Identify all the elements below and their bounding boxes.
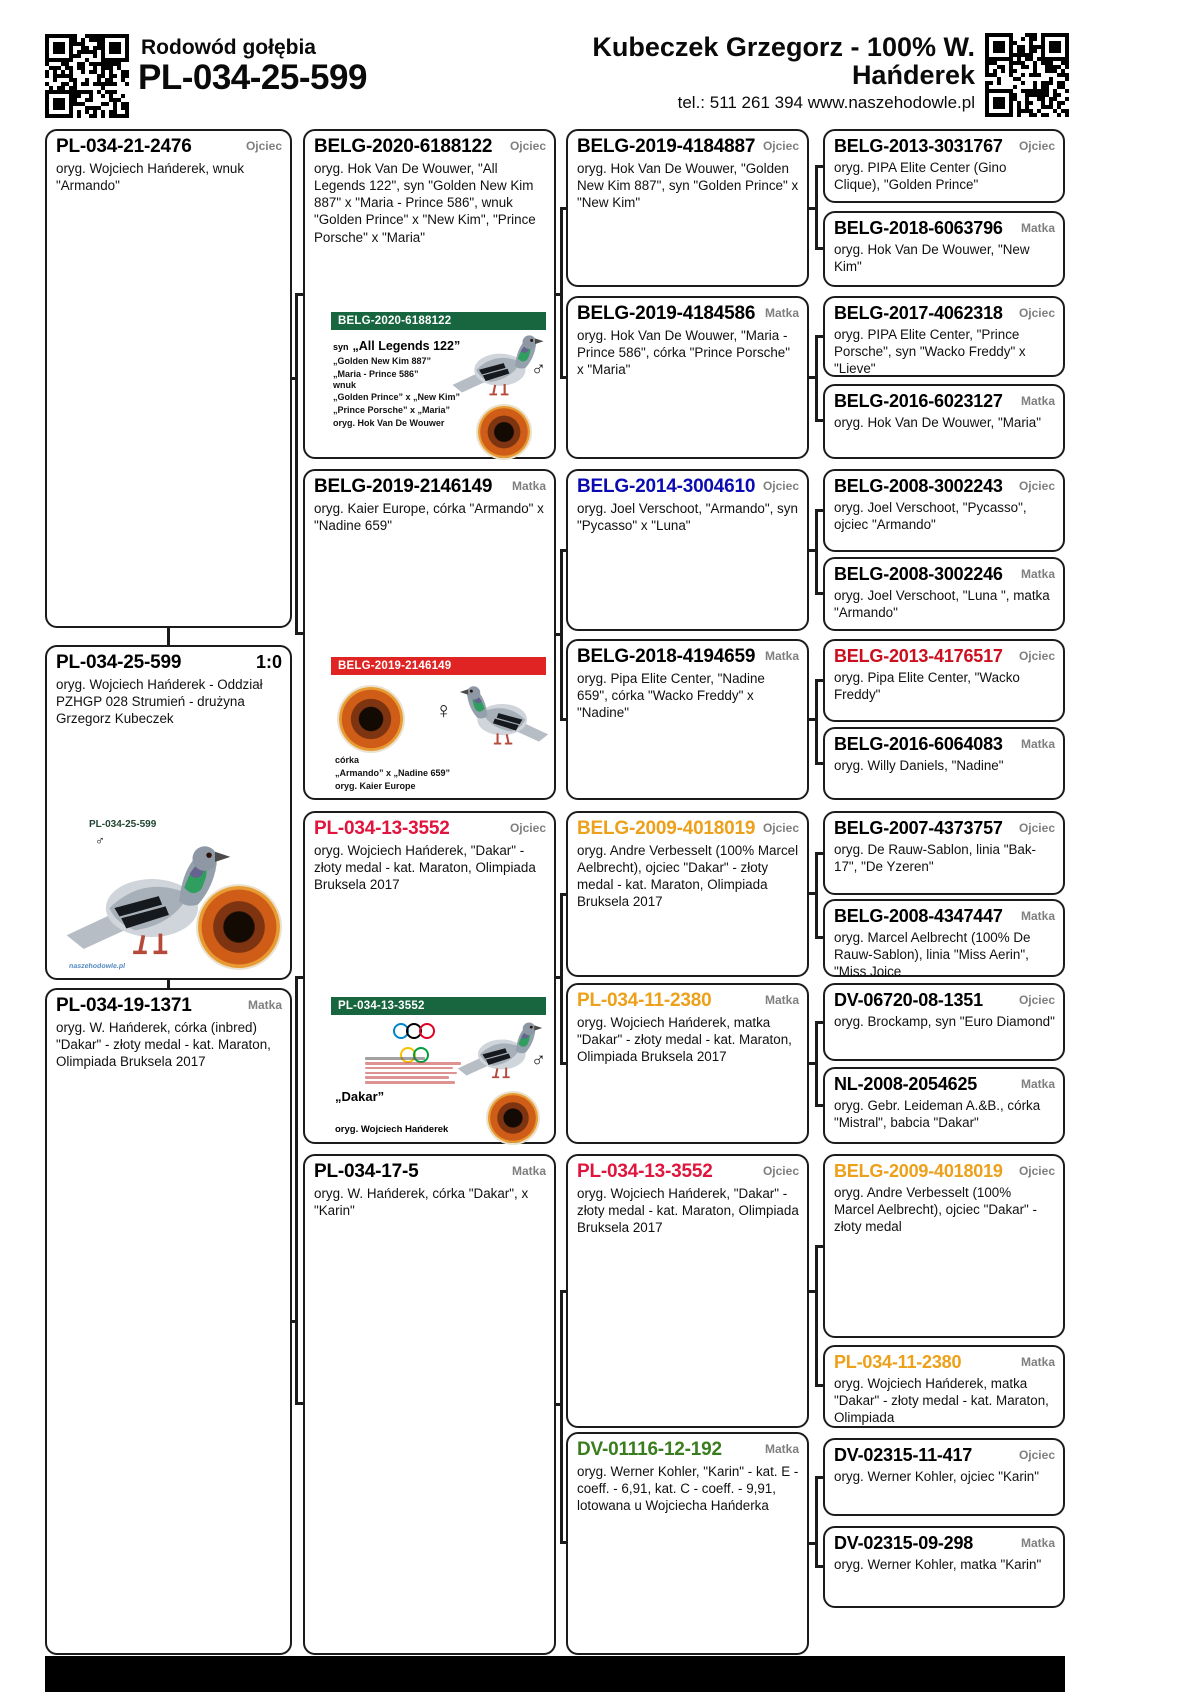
- card-pigeon-name: „Dakar”: [335, 1089, 385, 1104]
- ring-number: NL-2008-2054625: [834, 1074, 978, 1094]
- connector-line: [560, 207, 567, 210]
- ring-number: BELG-2019-4184586: [577, 303, 756, 324]
- connector-line: [295, 293, 304, 296]
- male-symbol-icon: ♂: [531, 1049, 546, 1071]
- box-fmf: [566, 469, 809, 631]
- card-text: [335, 754, 450, 793]
- card-line: córka: [335, 754, 360, 765]
- parent-tag: Ojciec: [245, 139, 282, 153]
- parent-tag: Matka: [764, 1442, 799, 1456]
- score-badge: 1:0: [255, 652, 282, 672]
- ring-number: BELG-2014-3004610: [577, 476, 756, 497]
- parent-tag: Matka: [1020, 1355, 1055, 1369]
- document-title: Rodowód gołębia: [141, 36, 316, 59]
- parent-tag: Ojciec: [1018, 993, 1055, 1007]
- parent-tag: Ojciec: [1018, 1164, 1055, 1178]
- pigeon-description: oryg. Hok Van De Wouwer, "New Kim": [834, 242, 1030, 275]
- pigeon-eye-photo: [339, 687, 403, 751]
- parent-tag: Matka: [1020, 1536, 1055, 1550]
- parent-tag: Ojciec: [1018, 306, 1055, 320]
- ring-number: BELG-2009-4018019: [834, 1161, 1003, 1181]
- connector-line: [560, 893, 567, 896]
- pigeon-description: oryg. Hok Van De Wouwer, "Golden New Kim 887", syn "Golden Prince" x "New Kim": [577, 161, 799, 211]
- pigeon-description: oryg. Wojciech Hańderek, matka "Dakar" - złoty medal - kat. Maraton, Olimpiada: [834, 1376, 1049, 1426]
- parent-tag: Ojciec: [509, 139, 546, 153]
- box-gg9: [823, 811, 1065, 895]
- ring-number: PL-034-11-2380: [834, 1352, 962, 1372]
- ring-number: BELG-2008-3002243: [834, 476, 1003, 496]
- pigeon-description: oryg. Wojciech Hańderek, matka "Dakar" - złoty medal - kat. Maraton, Olimpiada Bruksela 2017: [577, 1015, 792, 1065]
- parent-tag: Matka: [764, 306, 799, 320]
- pigeon-description: oryg. Hok Van De Wouwer, "Maria": [834, 415, 1041, 430]
- ring-number: BELG-2008-3002246: [834, 564, 1003, 584]
- male-symbol-icon: ♂: [531, 358, 546, 380]
- box-ffm: [566, 296, 809, 459]
- parent-tag: Matka: [511, 479, 546, 493]
- connector-line: [815, 762, 824, 765]
- pigeon-description: oryg. Marcel Aelbrecht (100% De Rauw-Sablon), linia "Miss Aerin", "Miss Joice: [834, 930, 1031, 980]
- connector-line: [560, 894, 563, 1064]
- connector-line: [295, 294, 298, 634]
- connector-line: [560, 1291, 563, 1543]
- connector-line: [295, 977, 298, 1404]
- connector-line: [808, 549, 817, 552]
- connector-line: [815, 1104, 824, 1107]
- connector-line: [290, 1320, 297, 1323]
- ring-number: BELG-2019-4184887: [577, 136, 756, 157]
- breeder-name-line2: Hańderek: [851, 60, 975, 91]
- connector-line: [808, 892, 817, 895]
- box-mmf: [566, 1154, 809, 1428]
- connector-line: [808, 718, 817, 721]
- card-credit: oryg. Wojciech Hańderek: [335, 1124, 449, 1135]
- pigeon-description: oryg. Willy Daniels, "Nadine": [834, 758, 1004, 773]
- parent-tag: Ojciec: [1018, 1448, 1055, 1462]
- pigeon-description: oryg. Wojciech Hańderek - Oddział PZHGP 028 Strumień - drużyna Grzegorz Kubeczek: [56, 677, 263, 727]
- connector-line: [815, 853, 818, 938]
- connector-line: [815, 335, 824, 338]
- box-fm: [303, 469, 556, 800]
- box-gg4: [823, 384, 1065, 459]
- ring-number: PL-034-13-3552: [314, 818, 450, 839]
- connector-line: [815, 1384, 824, 1387]
- parent-tag: Matka: [247, 998, 282, 1012]
- pigeon-description: oryg. Hok Van De Wouwer, "Maria - Prince 586", córka "Prince Porsche" x "Maria": [577, 328, 790, 378]
- breeder-contact: tel.: 511 261 394 www.naszehodowle.pl: [677, 92, 975, 112]
- parent-tag: Matka: [764, 993, 799, 1007]
- connector-line: [808, 207, 817, 210]
- ring-number: BELG-2009-4018019: [577, 818, 756, 839]
- connector-line: [560, 1290, 567, 1293]
- box-gg2: [823, 211, 1065, 287]
- card-text: [333, 337, 465, 430]
- box-gg11: [823, 983, 1065, 1061]
- box-mother: [45, 988, 292, 1655]
- ring-number: PL-034-25-599: [56, 652, 182, 673]
- connector-line: [295, 976, 304, 979]
- pigeon-description: oryg. PIPA Elite Center, "Prince Porsche", syn "Wacko Freddy" x "Lieve": [834, 327, 1026, 377]
- pigeon-description: oryg. W. Hańderek, córka (inbred) "Dakar" - złoty medal - kat. Maraton, Olimpiada Bruksela 2017: [56, 1020, 271, 1070]
- ring-number: DV-01116-12-192: [577, 1439, 722, 1460]
- connector-line: [815, 247, 824, 250]
- box-ff: [303, 129, 556, 459]
- pigeon-photo-card: [331, 657, 546, 795]
- card-prefix: syn: [333, 342, 349, 352]
- connector-line: [815, 1245, 824, 1248]
- connector-line: [560, 1541, 567, 1544]
- connector-line: [808, 1542, 817, 1545]
- pigeon-description: oryg. Joel Verschoot, "Pycasso", ojciec "Armando": [834, 500, 1027, 533]
- parent-tag: Matka: [764, 649, 799, 663]
- box-mf: [303, 811, 556, 1144]
- connector-line: [555, 633, 562, 636]
- ring-number: PL-034-11-2380: [577, 990, 712, 1011]
- ring-number: BELG-2016-6023127: [834, 391, 1003, 411]
- pigeon-description: oryg. PIPA Elite Center (Gino Clique), "Golden Prince": [834, 160, 1007, 193]
- connector-line: [815, 1021, 824, 1024]
- connector-line: [815, 679, 824, 682]
- ring-number: BELG-2016-6064083: [834, 734, 1003, 754]
- connector-line: [808, 1062, 817, 1065]
- footer-bar: [45, 1656, 1065, 1692]
- pigeon-description: oryg. De Rauw-Sablon, linia "Bak-17", "De Yzeren": [834, 842, 1036, 875]
- box-mm: [303, 1154, 556, 1655]
- pigeon-description: oryg. Brockamp, syn "Euro Diamond": [834, 1014, 1055, 1029]
- qr-code-left: [45, 34, 129, 118]
- box-father: [45, 129, 292, 628]
- card-banner: PL-034-13-3552: [331, 997, 546, 1015]
- pigeon-description: oryg. W. Hańderek, córka "Dakar", x "Karin": [314, 1186, 529, 1219]
- pigeon-eye-photo: [488, 1093, 538, 1143]
- connector-line: [167, 628, 170, 645]
- connector-line: [815, 1246, 818, 1386]
- box-fff: [566, 129, 809, 287]
- parent-tag: Ojciec: [762, 821, 799, 835]
- connector-line: [815, 510, 818, 594]
- ring-number: BELG-2018-6063796: [834, 218, 1003, 238]
- pigeon-description: oryg. Joel Verschoot, "Armando", syn "Pycasso" x "Luna": [577, 501, 798, 534]
- connector-line: [295, 632, 304, 635]
- pigeon-description: oryg. Pipa Elite Center, "Wacko Freddy": [834, 670, 1020, 703]
- connector-line: [290, 377, 297, 380]
- ring-number: BELG-2013-3031767: [834, 136, 1003, 156]
- connector-line: [560, 376, 567, 379]
- pigeon-description: oryg. Wojciech Hańderek, "Dakar" - złoty medal - kat. Maraton, Olimpiada Bruksela 2017: [314, 843, 536, 893]
- connector-line: [808, 1290, 817, 1293]
- connector-line: [815, 592, 824, 595]
- card-line: „Golden New Kim 887”: [333, 356, 432, 366]
- main-ring-number: PL-034-25-599: [138, 58, 367, 97]
- ring-number: BELG-2008-4347447: [834, 906, 1003, 926]
- pigeon-description: oryg. Werner Kohler, matka "Karin": [834, 1557, 1042, 1572]
- pigeon-description: oryg. Pipa Elite Center, "Nadine 659", córka "Wacko Freddy" x "Nadine": [577, 671, 765, 721]
- pigeon-description: oryg. Wojciech Hańderek, "Dakar" - złoty medal - kat. Maraton, Olimpiada Bruksela 2017: [577, 1186, 799, 1236]
- box-gg6: [823, 557, 1065, 631]
- connector-line: [815, 680, 818, 764]
- card-banner: BELG-2020-6188122: [331, 312, 546, 330]
- ring-number: PL-034-17-5: [314, 1161, 419, 1182]
- ring-number: BELG-2020-6188122: [314, 136, 493, 157]
- pigeon-description: oryg. Joel Verschoot, "Luna ", matka "Armando": [834, 588, 1050, 621]
- parent-tag: Matka: [1020, 1077, 1055, 1091]
- connector-line: [555, 1403, 562, 1406]
- parent-tag: Ojciec: [762, 139, 799, 153]
- parent-tag: Matka: [1020, 909, 1055, 923]
- box-gg14: [823, 1345, 1065, 1428]
- pigeon-description: oryg. Kaier Europe, córka "Armando" x "Nadine 659": [314, 501, 544, 534]
- card-line: „Armando” x „Nadine 659”: [335, 767, 451, 778]
- parent-tag: Ojciec: [1018, 649, 1055, 663]
- parent-tag: Ojciec: [1018, 479, 1055, 493]
- connector-line: [815, 419, 824, 422]
- ring-number: DV-02315-11-417: [834, 1445, 973, 1465]
- box-gg3: [823, 296, 1065, 377]
- parent-tag: Matka: [511, 1164, 546, 1178]
- connector-line: [560, 1062, 567, 1065]
- ring-number: BELG-2007-4373757: [834, 818, 1003, 838]
- watermark: naszehodowle.pl: [68, 963, 126, 970]
- female-symbol-icon: ♀: [435, 697, 453, 723]
- pigeon-description: oryg. Werner Kohler, "Karin" - kat. E - coeff. - 6,91, kat. C - coeff. - 9,91, lotowana u Wojciecha Hańderka: [577, 1464, 799, 1514]
- card-line: „Prince Porsche” x „Maria”: [333, 405, 451, 416]
- parent-tag: Ojciec: [762, 1164, 799, 1178]
- ring-number: BELG-2019-2146149: [314, 476, 493, 497]
- parent-tag: Ojciec: [1018, 139, 1055, 153]
- qr-code-right: [985, 33, 1069, 117]
- pigeon-description: oryg. Werner Kohler, ojciec "Karin": [834, 1469, 1039, 1484]
- connector-line: [815, 936, 824, 939]
- card-fine-print: [365, 1055, 469, 1086]
- connector-line: [815, 1565, 824, 1568]
- box-gg10: [823, 899, 1065, 980]
- ring-number: BELG-2013-4176517: [834, 646, 1003, 666]
- ring-number: DV-02315-09-298: [834, 1533, 974, 1553]
- box-mfm: [566, 983, 809, 1144]
- card-line: wnuk: [333, 380, 357, 391]
- card-line: „Golden Prince” x „New Kim”: [333, 391, 461, 402]
- card-line: oryg. Hok Van De Wouwer: [333, 418, 445, 429]
- pigeon-eye-photo: [478, 406, 530, 458]
- box-fmm: [566, 639, 809, 800]
- pigeon-eye-photo: [198, 886, 280, 968]
- pigeon-description: oryg. Gebr. Leideman A.&B., córka "Mistral", babcia "Dakar": [834, 1098, 1041, 1131]
- connector-line: [808, 376, 817, 379]
- card-line: „Maria - Prince 586”: [333, 369, 419, 380]
- parent-tag: Matka: [1020, 567, 1055, 581]
- box-gg8: [823, 727, 1065, 800]
- ring-number: BELG-2018-4194659: [577, 646, 756, 667]
- connector-line: [560, 718, 567, 721]
- pigeon-description: oryg. Wojciech Hańderek, wnuk "Armando": [56, 161, 245, 194]
- box-gg12: [823, 1067, 1065, 1144]
- parent-tag: Ojciec: [762, 479, 799, 493]
- box-gg7: [823, 639, 1065, 722]
- parent-tag: Ojciec: [509, 821, 546, 835]
- pigeon-photo: [458, 679, 550, 751]
- box-mff: [566, 811, 809, 977]
- card-pigeon-name: „All Legends 122”: [352, 339, 461, 353]
- parent-tag: Matka: [1020, 394, 1055, 408]
- parent-tag: Matka: [1020, 221, 1055, 235]
- connector-line: [815, 165, 824, 168]
- connector-line: [815, 852, 824, 855]
- pigeon-description: oryg. Andre Verbesselt (100% Marcel Aelbrecht), ojciec "Dakar" - złoty medal: [834, 1185, 1037, 1235]
- connector-line: [560, 549, 567, 552]
- parent-tag: Ojciec: [1018, 821, 1055, 835]
- connector-line: [167, 980, 170, 988]
- ring-number: PL-034-21-2476: [56, 136, 192, 157]
- pigeon-photo-card: [331, 997, 546, 1139]
- connector-line: [815, 1477, 818, 1567]
- connector-line: [295, 1402, 304, 1405]
- box-mmm: [566, 1432, 809, 1655]
- box-subject: [45, 645, 292, 980]
- connector-line: [815, 1476, 824, 1479]
- pigeon-description: oryg. Andre Verbesselt (100% Marcel Aelbrecht), ojciec "Dakar" - złoty medal - kat. Maraton, Olimpiada Bruksela 2017: [577, 843, 799, 910]
- box-gg15: [823, 1438, 1065, 1516]
- photo-label: PL-034-25-599: [89, 819, 157, 830]
- ring-number: PL-034-19-1371: [56, 995, 192, 1016]
- ring-number: BELG-2017-4062318: [834, 303, 1003, 323]
- connector-line: [555, 293, 562, 296]
- box-gg1: [823, 129, 1065, 203]
- breeder-name-line1: Kubeczek Grzegorz - 100% W.: [592, 32, 975, 62]
- pigeon-photo-card: [331, 312, 546, 452]
- box-gg16: [823, 1526, 1065, 1608]
- male-symbol-icon: ♂: [95, 833, 105, 848]
- breeder-block: [430, 33, 975, 113]
- box-gg13: [823, 1154, 1065, 1338]
- connector-line: [815, 509, 824, 512]
- connector-line: [555, 976, 562, 979]
- card-banner: BELG-2019-2146149: [331, 657, 546, 675]
- ring-number: PL-034-13-3552: [577, 1161, 713, 1182]
- ring-number: DV-06720-08-1351: [834, 990, 983, 1010]
- parent-tag: Matka: [1020, 737, 1055, 751]
- card-line: oryg. Kaier Europe: [335, 780, 416, 791]
- pigeon-description: oryg. Hok Van De Wouwer, "All Legends 122", syn "Golden New Kim 887" x "Maria - Prince 586", wnuk "Golden Prince" x "New Kim", "Prince Porsche" x "Maria": [314, 161, 536, 245]
- box-gg5: [823, 469, 1065, 552]
